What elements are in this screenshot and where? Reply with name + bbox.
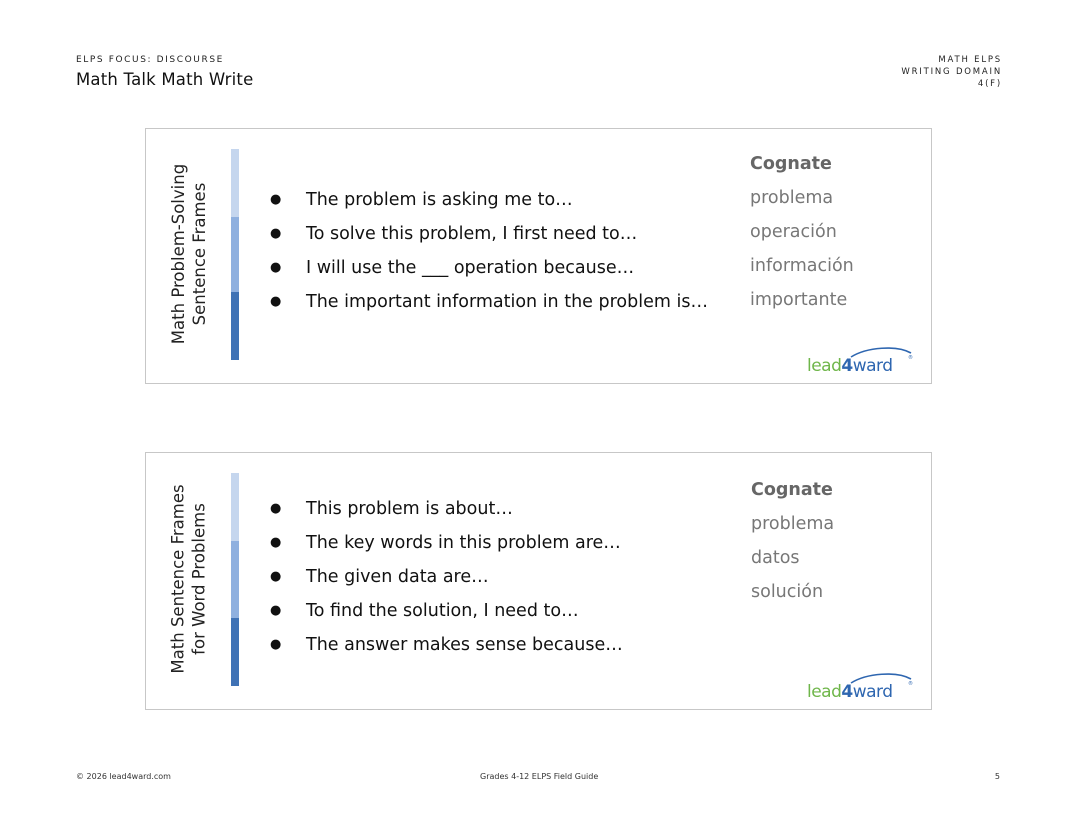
- color-gradient-bar: [231, 473, 239, 686]
- cognate-item: problema: [750, 188, 834, 208]
- frames-list: [270, 498, 623, 668]
- logo-registered-mark: ®: [908, 355, 913, 361]
- bar-segment-dark: [231, 292, 239, 360]
- side-label-line-1: Math Sentence Frames: [169, 484, 188, 674]
- cognate-item: datos: [751, 548, 800, 568]
- side-label-line-2: for Word Problems: [190, 503, 209, 655]
- side-label-line-1: Math Problem-Solving: [169, 163, 188, 345]
- header-domain-block: [901, 54, 1002, 91]
- frames-list: [270, 189, 708, 325]
- cognate-item: operación: [750, 222, 837, 242]
- frame-item: ● The answer makes sense because…: [270, 634, 623, 668]
- logo-text-4: 4: [841, 356, 853, 375]
- frame-item: ● The key words in this problem are…: [270, 532, 623, 566]
- color-gradient-bar: [231, 149, 239, 360]
- svg-text:lead4ward: [807, 682, 893, 701]
- bar-segment-light: [231, 149, 239, 217]
- frame-item: ● The problem is asking me to…: [270, 189, 708, 223]
- bar-segment-light: [231, 473, 239, 541]
- header-right-line-2: WRITING DOMAIN: [901, 67, 1002, 78]
- cognate-item: problema: [751, 514, 835, 534]
- sentence-frames-card-2: [145, 452, 932, 710]
- logo-text-lead: lead: [807, 682, 842, 701]
- card-side-label: [164, 149, 214, 359]
- logo-registered-mark: ®: [908, 681, 913, 687]
- logo-text-ward: ward: [852, 356, 893, 375]
- bar-segment-dark: [231, 618, 239, 686]
- frame-item: ● To solve this problem, I first need to…: [270, 223, 708, 257]
- header-right-line-1: MATH ELPS: [938, 55, 1002, 65]
- lead4ward-logo: [807, 673, 913, 701]
- frame-item: ● This problem is about…: [270, 498, 623, 532]
- frame-item: ● The given data are…: [270, 566, 623, 600]
- cognate-column: [750, 153, 854, 323]
- logo-text-lead: lead: [807, 356, 842, 375]
- page-title: Math Talk Math Write: [76, 70, 254, 89]
- side-label-line-2: Sentence Frames: [190, 182, 209, 326]
- header-right-line-3: 4(F): [977, 79, 1002, 90]
- lead4ward-logo: [807, 347, 913, 375]
- frame-item: ● To find the solution, I need to…: [270, 600, 623, 634]
- cognate-item: solución: [751, 582, 824, 602]
- bar-segment-mid: [231, 217, 239, 293]
- cognate-item: información: [750, 256, 854, 276]
- frame-item: ● I will use the ___ operation because…: [270, 257, 708, 291]
- svg-text:lead4ward: [807, 356, 893, 375]
- page-number: 5: [994, 772, 1000, 781]
- card-side-label: [164, 473, 214, 685]
- frame-item: ● The important information in the problem is…: [270, 291, 708, 325]
- cognate-title: Cognate: [750, 154, 832, 174]
- cognate-title: Cognate: [751, 480, 833, 500]
- header-focus: ELPS FOCUS: DISCOURSE: [76, 55, 224, 65]
- footer-copyright: © 2026 lead4ward.com: [76, 772, 171, 781]
- logo-text-ward: ward: [852, 682, 893, 701]
- cognate-column: [751, 479, 834, 615]
- sentence-frames-card-1: [145, 128, 932, 384]
- cognate-item: importante: [750, 290, 848, 310]
- bar-segment-mid: [231, 541, 239, 618]
- footer-guide-title: Grades 4-12 ELPS Field Guide: [480, 772, 599, 781]
- logo-text-4: 4: [841, 682, 853, 701]
